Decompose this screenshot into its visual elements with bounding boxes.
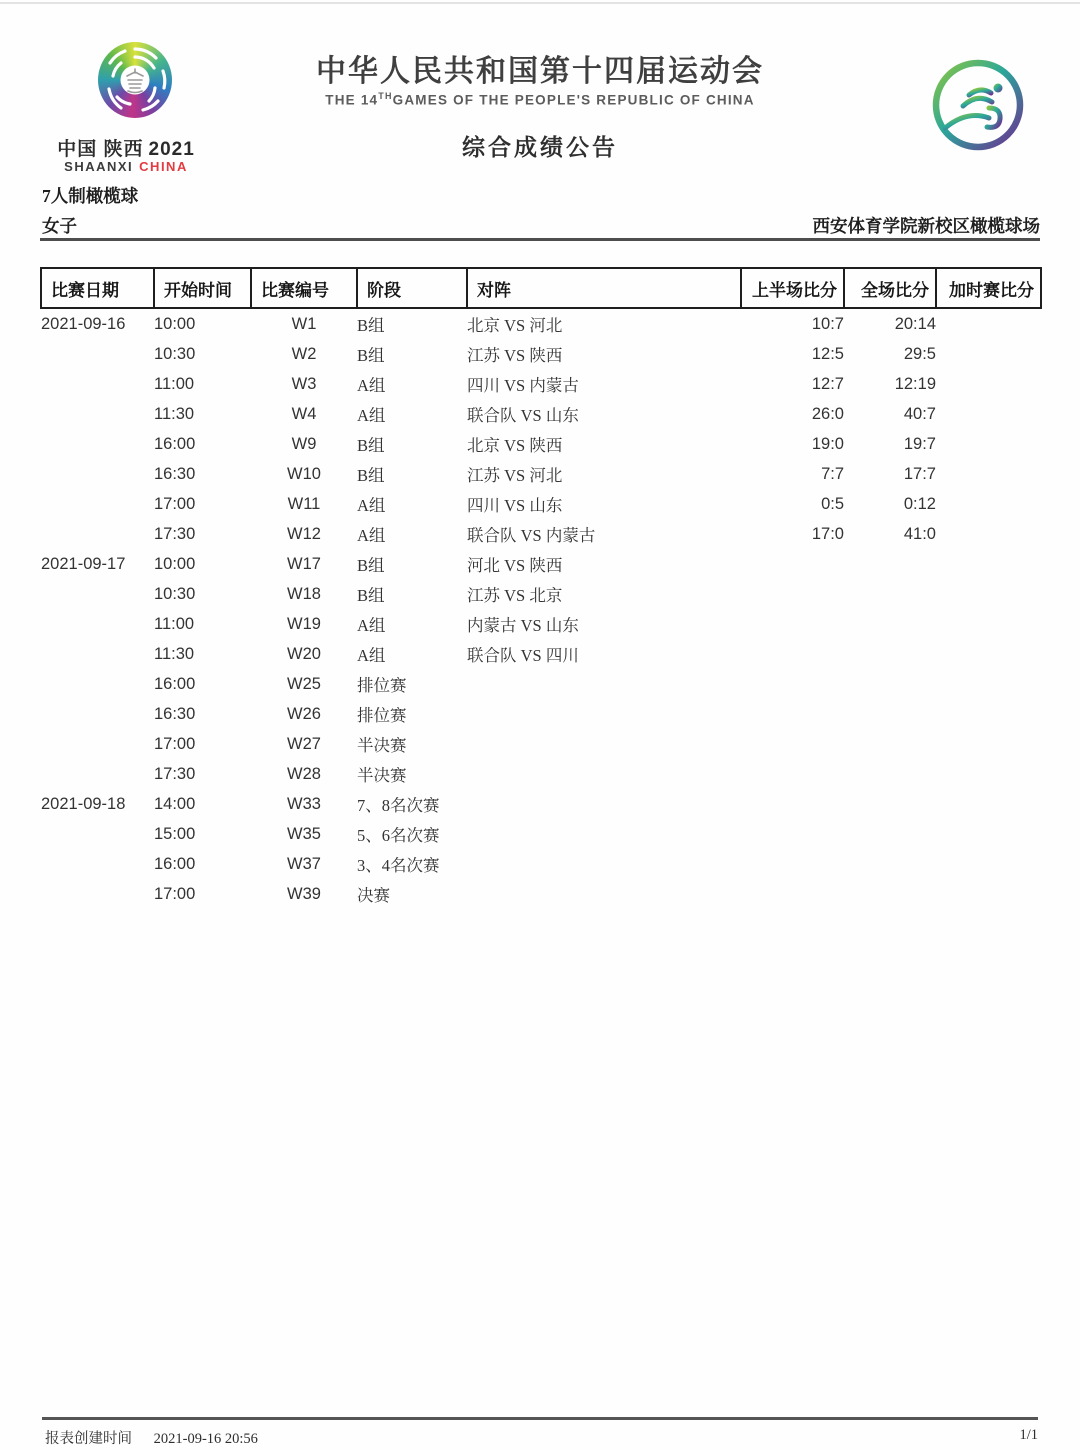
col-header-matchup: 对阵 (467, 268, 741, 308)
cell-full (844, 879, 936, 909)
header-divider (40, 238, 1040, 241)
cell-stage: 3、4名次赛 (357, 856, 440, 875)
gender-label: 女子 (42, 216, 77, 236)
col-header-fulltime-score: 全场比分 (844, 268, 936, 308)
cell-match: 四川 VS 内蒙古 (467, 376, 579, 395)
cell-ot (936, 519, 1041, 549)
cell-half: 0:5 (821, 494, 844, 513)
table-row (41, 399, 1041, 429)
cell-half (741, 759, 844, 789)
cell-match (467, 849, 741, 879)
cell-full (844, 639, 936, 669)
cell-ot (936, 399, 1041, 429)
meta-row (42, 213, 1040, 238)
cell-code: W18 (287, 584, 321, 603)
cell-half (741, 639, 844, 669)
cell-stage: 5、6名次赛 (357, 826, 440, 845)
cell-code: W11 (287, 494, 321, 513)
cell-stage: 半决赛 (357, 736, 407, 755)
venue-label: 西安体育学院新校区橄榄球场 (812, 216, 1040, 236)
cell-time: 16:30 (154, 704, 196, 723)
cell-time: 17:00 (154, 494, 196, 513)
cell-date (41, 429, 154, 459)
table-row (41, 699, 1041, 729)
cell-ot (936, 459, 1041, 489)
cell-full: 12:19 (894, 374, 936, 393)
cell-time: 17:00 (154, 884, 196, 903)
cell-full (844, 819, 936, 849)
col-header-time: 开始时间 (154, 268, 251, 308)
cell-match (467, 819, 741, 849)
cell-ot (936, 339, 1041, 369)
col-header-overtime-score: 加时赛比分 (936, 268, 1041, 308)
cell-date (41, 729, 154, 759)
cell-stage: 7、8名次赛 (357, 796, 440, 815)
cell-date (41, 639, 154, 669)
cell-ot (936, 789, 1041, 819)
games-title-cn: 中华人民共和国第十四届运动会 (316, 55, 764, 88)
cell-date (41, 609, 154, 639)
cell-ot (936, 819, 1041, 849)
emblem-caption-shaanxi: SHAANXI (64, 159, 134, 174)
cell-match: 江苏 VS 北京 (467, 586, 563, 605)
cell-full (844, 699, 936, 729)
cell-match (467, 789, 741, 819)
document-header (0, 55, 1080, 162)
table-row (41, 489, 1041, 519)
cell-time: 16:30 (154, 464, 196, 483)
table-row (41, 849, 1041, 879)
cell-half: 12:5 (811, 344, 844, 363)
table-row (41, 339, 1041, 369)
cell-date (41, 519, 154, 549)
cell-half (741, 699, 844, 729)
cell-time: 17:30 (154, 764, 196, 783)
cell-stage: B组 (357, 556, 385, 575)
cell-code: W37 (287, 854, 321, 873)
announcement-subtitle: 综合成绩公告 (462, 133, 618, 160)
cell-stage: 半决赛 (357, 766, 407, 785)
cell-ot (936, 549, 1041, 579)
cell-date: 2021-09-16 (41, 314, 126, 333)
cell-time: 14:00 (154, 794, 196, 813)
cell-full (844, 669, 936, 699)
cell-date (41, 669, 154, 699)
cell-date (41, 699, 154, 729)
cell-full (844, 849, 936, 879)
col-header-stage: 阶段 (357, 268, 467, 308)
table-row (41, 729, 1041, 759)
cell-time: 11:30 (154, 404, 195, 423)
cell-half: 26:0 (811, 404, 844, 423)
cell-half (741, 849, 844, 879)
table-row (41, 549, 1041, 579)
cell-code: W26 (287, 704, 321, 723)
cell-half: 10:7 (811, 314, 844, 333)
cell-code: W39 (287, 884, 321, 903)
table-row (41, 308, 1041, 339)
cell-ot (936, 609, 1041, 639)
table-row (41, 519, 1041, 549)
table-row (41, 879, 1041, 909)
cell-half: 12:7 (811, 374, 844, 393)
cell-time: 11:30 (154, 644, 195, 663)
cell-ot (936, 729, 1041, 759)
cell-code: W25 (287, 674, 321, 693)
cell-match (467, 669, 741, 699)
cell-full: 19:7 (903, 434, 936, 453)
cell-code: W4 (291, 404, 317, 423)
cell-time: 16:00 (154, 434, 196, 453)
cell-full: 40:7 (903, 404, 936, 423)
cell-time: 11:00 (154, 374, 195, 393)
results-table (40, 267, 1042, 909)
cell-match (467, 729, 741, 759)
cell-stage: B组 (357, 586, 385, 605)
cell-code: W1 (291, 314, 317, 333)
cell-half: 19:0 (811, 434, 844, 453)
cell-stage: 决赛 (357, 886, 390, 905)
cell-full: 20:14 (894, 314, 936, 333)
cell-stage: A组 (357, 376, 386, 395)
table-row (41, 789, 1041, 819)
cell-date: 2021-09-18 (41, 794, 126, 813)
cell-date (41, 579, 154, 609)
cell-half (741, 819, 844, 849)
cell-stage: A组 (357, 526, 386, 545)
cell-stage: B组 (357, 466, 385, 485)
table-row (41, 759, 1041, 789)
cell-code: W33 (287, 794, 321, 813)
report-created-value: 2021-09-16 20:56 (153, 1431, 258, 1447)
cell-time: 11:00 (154, 614, 195, 633)
footer (45, 1427, 1038, 1448)
cell-date (41, 339, 154, 369)
cell-stage: A组 (357, 406, 386, 425)
table-header-row (41, 268, 1041, 308)
cell-time: 17:30 (154, 524, 196, 543)
cell-full (844, 729, 936, 759)
cell-full (844, 759, 936, 789)
emblem-caption-year: 2021 (148, 139, 195, 160)
cell-half (741, 879, 844, 909)
cell-ot (936, 579, 1041, 609)
footer-divider (42, 1417, 1038, 1420)
cell-match (467, 759, 741, 789)
cell-half (741, 729, 844, 759)
cell-match (467, 879, 741, 909)
cell-ot (936, 879, 1041, 909)
cell-match: 联合队 VS 四川 (467, 646, 579, 665)
cell-stage: B组 (357, 436, 385, 455)
cell-code: W2 (291, 344, 317, 363)
table-row (41, 579, 1041, 609)
cell-code: W27 (287, 734, 321, 753)
cell-code: W19 (287, 614, 321, 633)
cell-half (741, 609, 844, 639)
cell-ot (936, 369, 1041, 399)
table-row (41, 819, 1041, 849)
cell-half: 7:7 (821, 464, 844, 483)
cell-date: 2021-09-17 (41, 554, 126, 573)
cell-stage: 排位赛 (357, 706, 407, 725)
cell-code: W28 (287, 764, 321, 783)
cell-ot (936, 669, 1041, 699)
cell-match: 内蒙古 VS 山东 (467, 616, 579, 635)
cell-full: 41:0 (903, 524, 936, 543)
cell-stage: B组 (357, 346, 385, 365)
table-row (41, 369, 1041, 399)
table-row (41, 639, 1041, 669)
cell-half (741, 669, 844, 699)
cell-full: 29:5 (903, 344, 936, 363)
cell-code: W12 (287, 524, 321, 543)
table-row (41, 609, 1041, 639)
cell-full (844, 609, 936, 639)
page-number: 1/1 (1019, 1427, 1038, 1443)
cell-code: W9 (291, 434, 317, 453)
cell-date (41, 759, 154, 789)
games-title-en-post: GAMES OF THE PEOPLE'S REPUBLIC OF CHINA (392, 92, 755, 108)
cell-stage: 排位赛 (357, 676, 407, 695)
cell-date (41, 849, 154, 879)
cell-match: 河北 VS 陕西 (467, 556, 563, 575)
col-header-halftime-score: 上半场比分 (741, 268, 844, 308)
cell-time: 10:00 (154, 554, 196, 573)
cell-full: 0:12 (903, 494, 936, 513)
cell-match: 北京 VS 河北 (467, 316, 563, 335)
cell-half (741, 789, 844, 819)
games-title-en-sup: TH (378, 91, 393, 101)
emblem-caption-cn: 中国 陕西 (57, 139, 144, 160)
cell-match: 江苏 VS 河北 (467, 466, 563, 485)
results-table-body (41, 308, 1041, 909)
games-title-en (0, 91, 1080, 108)
cell-time: 17:00 (154, 734, 196, 753)
cell-half (741, 579, 844, 609)
cell-ot (936, 639, 1041, 669)
cell-time: 10:30 (154, 344, 196, 363)
cell-ot (936, 429, 1041, 459)
cell-date (41, 489, 154, 519)
cell-code: W10 (287, 464, 321, 483)
cell-code: W20 (287, 644, 321, 663)
cell-time: 16:00 (154, 854, 196, 873)
cell-full: 17:7 (903, 464, 936, 483)
cell-stage: A组 (357, 496, 386, 515)
cell-code: W35 (287, 824, 321, 843)
cell-ot (936, 759, 1041, 789)
report-created-label: 报表创建时间 (45, 1431, 132, 1447)
cell-match: 北京 VS 陕西 (467, 436, 563, 455)
emblem-caption-china: CHINA (139, 159, 188, 174)
cell-full (844, 579, 936, 609)
cell-time: 10:30 (154, 584, 196, 603)
cell-ot (936, 699, 1041, 729)
cell-half: 17:0 (811, 524, 844, 543)
cell-date (41, 369, 154, 399)
cell-match: 四川 VS 山东 (467, 496, 563, 515)
sport-label: 7人制橄榄球 (42, 186, 139, 206)
cell-date (41, 879, 154, 909)
cell-date (41, 399, 154, 429)
cell-stage: A组 (357, 646, 386, 665)
table-row (41, 669, 1041, 699)
page-top-edge (0, 2, 1080, 4)
cell-date (41, 819, 154, 849)
cell-time: 10:00 (154, 314, 196, 333)
cell-stage: B组 (357, 316, 385, 335)
cell-match: 江苏 VS 陕西 (467, 346, 563, 365)
cell-match: 联合队 VS 内蒙古 (467, 526, 596, 545)
table-row (41, 429, 1041, 459)
cell-stage: A组 (357, 616, 386, 635)
col-header-code: 比赛编号 (251, 268, 357, 308)
cell-time: 15:00 (154, 824, 196, 843)
cell-ot (936, 308, 1041, 339)
report-created (45, 1427, 258, 1448)
cell-ot (936, 489, 1041, 519)
cell-ot (936, 849, 1041, 879)
table-row (41, 459, 1041, 489)
col-header-date: 比赛日期 (41, 268, 154, 308)
cell-match (467, 699, 741, 729)
cell-code: W17 (287, 554, 321, 573)
cell-full (844, 549, 936, 579)
cell-time: 16:00 (154, 674, 196, 693)
cell-date (41, 459, 154, 489)
cell-code: W3 (291, 374, 317, 393)
games-title-en-pre: THE 14 (325, 92, 379, 108)
cell-half (741, 549, 844, 579)
cell-full (844, 789, 936, 819)
cell-match: 联合队 VS 山东 (467, 406, 579, 425)
